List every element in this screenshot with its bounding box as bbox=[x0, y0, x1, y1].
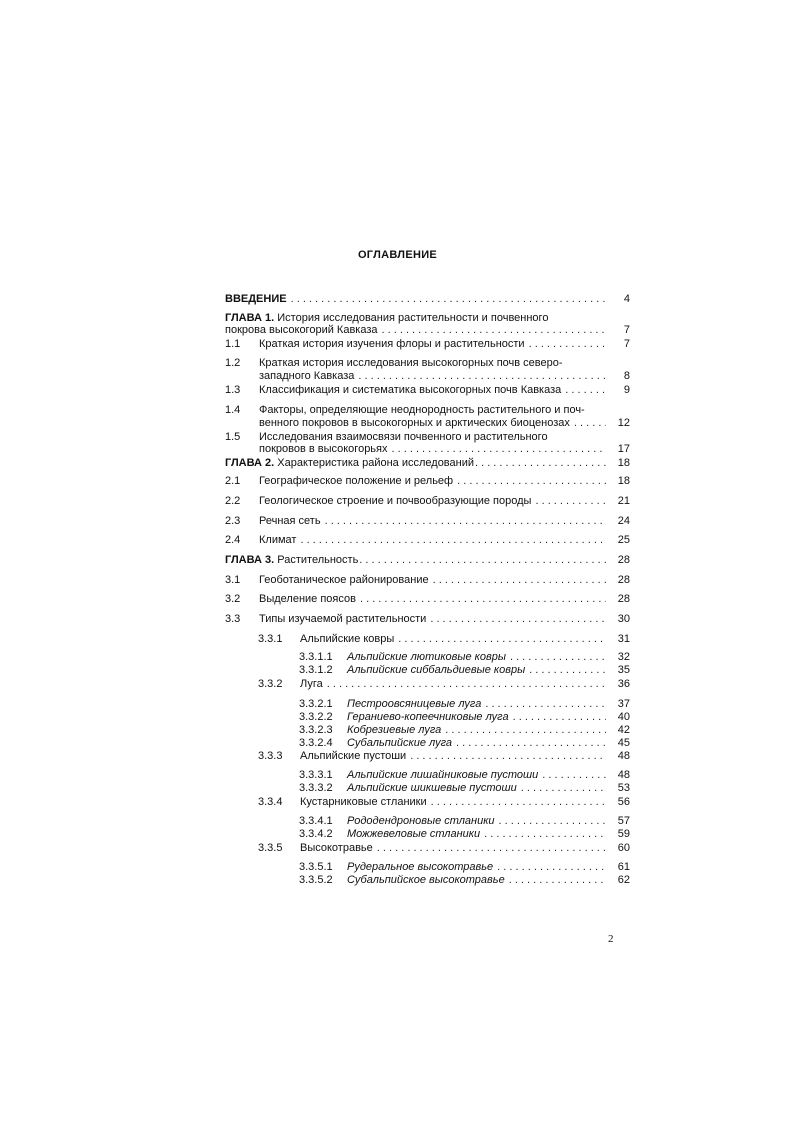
toc-entry-title bbox=[347, 860, 493, 874]
toc-entry-page: 31 bbox=[617, 633, 630, 645]
toc-entry-page: 57 bbox=[617, 815, 630, 827]
toc-entry-number: 3.3.2.3 bbox=[299, 724, 333, 736]
toc-entry-title bbox=[259, 383, 561, 397]
toc-entry-label: Краткая история изучения флоры и растительности bbox=[259, 338, 525, 350]
toc-entry bbox=[225, 860, 630, 874]
toc-entry-number: 1.5 bbox=[225, 431, 241, 443]
dot-leader bbox=[485, 697, 606, 711]
dot-leader bbox=[509, 873, 606, 887]
toc-entry bbox=[225, 677, 630, 691]
toc-entry-number: 1.2 bbox=[225, 357, 241, 369]
toc-entry-number: 3.3.4.2 bbox=[299, 828, 333, 840]
toc-entry-title bbox=[300, 749, 406, 763]
toc-entry-title bbox=[225, 456, 474, 470]
toc-entry-number: 2.1 bbox=[225, 475, 241, 487]
toc-entry-number: 3.3.5.2 bbox=[299, 874, 333, 886]
toc-entry-page: 36 bbox=[617, 678, 630, 690]
toc-entry-number: 1.1 bbox=[225, 338, 241, 350]
dot-leader bbox=[291, 292, 606, 306]
toc-entry-label: Характеристика района исследований bbox=[274, 457, 475, 469]
toc-entry-label: Субальпийское высокотравье bbox=[347, 874, 505, 886]
toc-entry-label: Кобрезиевые луга bbox=[347, 724, 442, 736]
toc-entry-page: 7 bbox=[623, 324, 630, 336]
toc-entry-continuation bbox=[225, 369, 630, 383]
toc-entry-title bbox=[300, 632, 394, 646]
toc-entry bbox=[225, 632, 630, 646]
toc-entry-page: 17 bbox=[617, 443, 630, 455]
dot-leader bbox=[542, 768, 606, 782]
toc-entry-page: 4 bbox=[623, 293, 630, 305]
toc-entry-number: 3.3 bbox=[225, 613, 241, 625]
toc-entry-title bbox=[347, 814, 495, 828]
toc-entry-label: Высокотравье bbox=[300, 842, 373, 854]
toc-entry bbox=[225, 710, 630, 724]
toc-entry-title bbox=[259, 592, 356, 606]
toc-entry-page: 48 bbox=[617, 750, 630, 762]
dot-leader bbox=[499, 814, 606, 828]
toc-entry-page: 7 bbox=[623, 338, 630, 350]
toc-entry-number: 3.3.5 bbox=[258, 842, 283, 854]
dot-leader bbox=[377, 841, 606, 855]
dot-leader bbox=[497, 860, 606, 874]
toc-entry-page: 35 bbox=[617, 664, 630, 676]
toc-entry-page: 30 bbox=[617, 613, 630, 625]
toc-entry-number: 3.3.3 bbox=[258, 750, 283, 762]
toc-entry-label: Альпийские сиббальдиевые ковры bbox=[347, 664, 526, 676]
toc-entry-title bbox=[347, 827, 480, 841]
dot-leader bbox=[398, 632, 606, 646]
chapter-prefix: ГЛАВА 2. bbox=[225, 457, 275, 469]
toc-entry-title bbox=[347, 663, 525, 677]
toc-entry-label-continued: покровов в высокогорьях bbox=[259, 443, 388, 455]
toc-entry-label: Исследования взаимосвязи почвенного и растительного bbox=[259, 431, 548, 443]
dot-leader bbox=[382, 323, 607, 337]
dot-leader bbox=[521, 781, 606, 795]
toc-entry-number: 3.3.1 bbox=[258, 633, 283, 645]
toc-entry bbox=[225, 456, 630, 470]
toc-entry-label: Геологическое строение и почвообразующие породы bbox=[259, 495, 532, 507]
toc-entry bbox=[225, 337, 630, 351]
dot-leader bbox=[410, 749, 606, 763]
toc-entry-number: 2.3 bbox=[225, 515, 241, 527]
toc-entry bbox=[225, 573, 630, 587]
toc-entry-label: Краткая история исследования высокогорных почв северо- bbox=[259, 357, 563, 369]
toc-entry-label: Классификация и систематика высокогорных почв Кавказа bbox=[259, 384, 562, 396]
toc-entry-continuation bbox=[225, 323, 630, 337]
toc-entry-title bbox=[259, 533, 296, 547]
toc-entry bbox=[225, 768, 630, 782]
toc-entry-title bbox=[259, 573, 429, 587]
toc-entry-label: Альпийские ковры bbox=[300, 633, 395, 645]
toc-entry-title bbox=[259, 494, 531, 508]
dot-leader bbox=[475, 456, 606, 470]
toc-entry bbox=[225, 356, 630, 370]
dot-leader bbox=[565, 383, 606, 397]
toc-entry-page: 28 bbox=[617, 574, 630, 586]
toc-entry-title bbox=[225, 292, 287, 306]
toc-entry-number: 3.3.5.1 bbox=[299, 861, 333, 873]
toc-entry bbox=[225, 814, 630, 828]
toc-entry-number: 3.3.2.1 bbox=[299, 698, 333, 710]
toc-entry-number: 3.3.3.1 bbox=[299, 769, 333, 781]
toc-entry-page: 18 bbox=[617, 457, 630, 469]
toc-entry-number: 3.3.2.4 bbox=[299, 737, 333, 749]
toc-entry-label: Луга bbox=[300, 678, 323, 690]
toc-entry-page: 28 bbox=[617, 554, 630, 566]
toc-entry-label: История исследования растительности и почвенного bbox=[274, 312, 549, 324]
toc-entry-label: Можжевеловые стланики bbox=[347, 828, 481, 840]
toc-entry-page: 25 bbox=[617, 534, 630, 546]
dot-leader bbox=[484, 827, 606, 841]
toc-entry bbox=[225, 592, 630, 606]
toc-entry-label: Климат bbox=[259, 534, 297, 546]
toc-entry-label: Речная сеть bbox=[259, 515, 321, 527]
toc-entry-page: 59 bbox=[617, 828, 630, 840]
dot-leader bbox=[535, 494, 606, 508]
toc-entry-page: 62 bbox=[617, 874, 630, 886]
toc-entry-title bbox=[347, 697, 481, 711]
toc-entry-page: 28 bbox=[617, 593, 630, 605]
toc-entry-page: 53 bbox=[617, 782, 630, 794]
toc-entry-page: 18 bbox=[617, 475, 630, 487]
toc-entry-number: 2.2 bbox=[225, 495, 241, 507]
toc-entry bbox=[225, 781, 630, 795]
toc-entry-label: Растительность bbox=[274, 554, 359, 566]
toc-entry-page: 32 bbox=[617, 651, 630, 663]
toc-entry-title bbox=[300, 795, 427, 809]
dot-leader bbox=[431, 795, 606, 809]
toc-entry-number: 3.1 bbox=[225, 574, 241, 586]
toc-entry-label: Рудеральное высокотравье bbox=[347, 861, 494, 873]
dot-leader bbox=[513, 710, 606, 724]
toc-entry-title bbox=[347, 768, 538, 782]
toc-entry-title bbox=[347, 650, 506, 664]
toc-entry-page: 42 bbox=[617, 724, 630, 736]
toc-entry bbox=[225, 403, 630, 417]
dot-leader bbox=[325, 514, 606, 528]
toc-entry-page: 61 bbox=[617, 861, 630, 873]
toc-entry bbox=[225, 383, 630, 397]
toc-entry-title bbox=[259, 514, 321, 528]
toc-entry-title bbox=[259, 356, 563, 370]
chapter-prefix: ВВЕДЕНИЕ bbox=[225, 293, 287, 305]
toc-entry-label: Альпийские лишайниковые пустоши bbox=[347, 769, 539, 781]
toc-entry bbox=[225, 795, 630, 809]
toc-entry-label: Альпийские пустоши bbox=[300, 750, 407, 762]
dot-leader bbox=[300, 533, 606, 547]
toc-entry-number: 3.3.4.1 bbox=[299, 815, 333, 827]
chapter-prefix: ГЛАВА 1. bbox=[225, 312, 275, 324]
dot-leader bbox=[359, 553, 606, 567]
toc-entry-page: 48 bbox=[617, 769, 630, 781]
toc-entry-label: Типы изучаемой растительности bbox=[259, 613, 427, 625]
toc-entry-label: Факторы, определяющие неоднородность растительного и поч- bbox=[259, 404, 585, 416]
dot-leader bbox=[327, 677, 606, 691]
toc-entry bbox=[225, 663, 630, 677]
toc-entry bbox=[225, 474, 630, 488]
toc-entry bbox=[225, 749, 630, 763]
toc-entry-number: 3.3.2.2 bbox=[299, 711, 333, 723]
toc-entry-title bbox=[259, 474, 453, 488]
toc-entry-title bbox=[347, 781, 517, 795]
toc-entry-label: Географическое положение и рельеф bbox=[259, 475, 454, 487]
dot-leader bbox=[392, 442, 607, 456]
dot-leader bbox=[430, 612, 606, 626]
dot-leader bbox=[358, 369, 606, 383]
toc-entry bbox=[225, 650, 630, 664]
toc-entry-number: 3.2 bbox=[225, 593, 241, 605]
dot-leader bbox=[529, 337, 606, 351]
toc-entry bbox=[225, 697, 630, 711]
toc-entry-number: 3.3.3.2 bbox=[299, 782, 333, 794]
toc-entry-page: 12 bbox=[617, 417, 630, 429]
dot-leader bbox=[433, 573, 606, 587]
toc-entry-title bbox=[300, 677, 323, 691]
toc-entry-label: Альпийские шикшевые пустоши bbox=[347, 782, 517, 794]
toc-entry-label: Гераниево-копеечниковые луга bbox=[347, 711, 509, 723]
dot-leader bbox=[360, 592, 606, 606]
toc-entry-page: 45 bbox=[617, 737, 630, 749]
toc-entry bbox=[225, 612, 630, 626]
toc-entry-label: Пестроовсяницевые луга bbox=[347, 698, 482, 710]
dot-leader bbox=[529, 663, 606, 677]
toc-entry-title bbox=[347, 873, 505, 887]
page-title: ОГЛАВЛЕНИЕ bbox=[357, 249, 438, 261]
toc-entry-page: 60 bbox=[617, 842, 630, 854]
toc-entry-title bbox=[259, 337, 525, 351]
dot-leader bbox=[457, 474, 606, 488]
chapter-prefix: ГЛАВА 3. bbox=[225, 554, 275, 566]
toc-entry-page: 9 bbox=[623, 384, 630, 396]
toc-entry bbox=[225, 873, 630, 887]
toc-entry-title bbox=[347, 723, 441, 737]
toc-entry-label-continued: венного покровов в высокогорных и арктических биоценозах bbox=[259, 417, 570, 429]
toc-entry bbox=[225, 736, 630, 750]
toc-entry-title bbox=[225, 553, 358, 567]
toc-entry-label: Геоботаническое районирование bbox=[259, 574, 429, 586]
toc-entry-page: 40 bbox=[617, 711, 630, 723]
toc-entry bbox=[225, 292, 630, 306]
toc-entry-title bbox=[347, 736, 452, 750]
toc-entry bbox=[225, 553, 630, 567]
toc-entry-page: 8 bbox=[623, 370, 630, 382]
toc-entry-page: 56 bbox=[617, 796, 630, 808]
dot-leader bbox=[574, 416, 606, 430]
toc-entry-label: Кустарниковые стланики bbox=[300, 796, 427, 808]
dot-leader bbox=[456, 736, 606, 750]
toc-entry bbox=[225, 827, 630, 841]
toc-entry-number: 1.4 bbox=[225, 404, 241, 416]
toc-entry bbox=[225, 841, 630, 855]
toc-entry-page: 24 bbox=[617, 515, 630, 527]
toc-entry-number: 3.3.1.1 bbox=[299, 651, 333, 663]
toc-entry-number: 3.3.1.2 bbox=[299, 664, 333, 676]
toc-entry bbox=[225, 514, 630, 528]
toc-entry-label: Альпийские лютиковые ковры bbox=[347, 651, 506, 663]
toc-entry-label: Субальпийские луга bbox=[347, 737, 453, 749]
toc-entry-number: 1.3 bbox=[225, 384, 241, 396]
toc-entry-title bbox=[259, 612, 426, 626]
dot-leader bbox=[510, 650, 606, 664]
toc-entry-number: 3.3.2 bbox=[258, 678, 283, 690]
toc-entry-label-continued: западного Кавказа bbox=[259, 370, 355, 382]
toc-entry bbox=[225, 723, 630, 737]
toc-entry-label: Рододендроновые стланики bbox=[347, 815, 495, 827]
toc-entry-title bbox=[347, 710, 509, 724]
dot-leader bbox=[445, 723, 606, 737]
toc-entry-continuation bbox=[225, 416, 630, 430]
toc-entry-page: 21 bbox=[617, 495, 630, 507]
toc-entry-number: 3.3.4 bbox=[258, 796, 283, 808]
page-number: 2 bbox=[608, 933, 614, 945]
toc-entry bbox=[225, 533, 630, 547]
toc-entry-continuation bbox=[225, 442, 630, 456]
toc-entry bbox=[225, 494, 630, 508]
toc-entry-label: Выделение поясов bbox=[259, 593, 356, 605]
toc-entry-number: 2.4 bbox=[225, 534, 241, 546]
toc-entry-page: 37 bbox=[617, 698, 630, 710]
toc-entry-title bbox=[259, 403, 585, 417]
toc-entry-title bbox=[300, 841, 373, 855]
toc-entry-label-continued: покрова высокогорий Кавказа bbox=[225, 324, 378, 336]
